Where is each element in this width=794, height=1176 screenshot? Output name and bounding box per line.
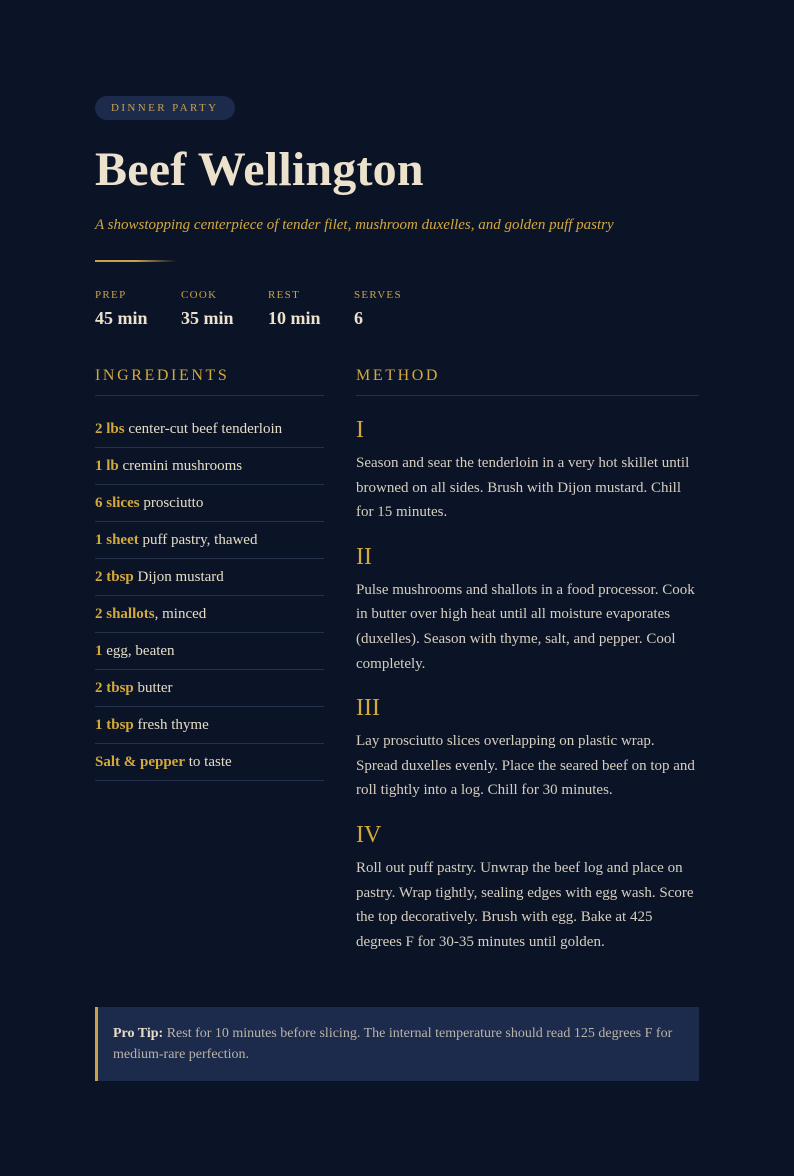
step-text: Lay prosciutto slices overlapping on plastic wrap. Spread duxelles evenly. Place the seared beef on top and roll tightly into a log. Chill for 30 minutes. [356,733,695,799]
stat-label: COOK [181,289,218,301]
step-text: Roll out puff pastry. Unwrap the beef log and place on pastry. Wrap tightly, sealing edges with egg wash. Score the top decoratively. Brush with egg. Bake at 425 degrees F for 30-35 minutes until golden. [356,859,694,950]
stat-value: 6 [354,308,363,328]
stat-value: 10 min [268,308,321,328]
ingredient-name: fresh thyme [133,717,209,733]
category-badge: DINNER PARTY [95,96,235,120]
ingredient-qty: 6 slices [95,495,140,511]
step-text: Season and sear the tenderloin in a very hot skillet until browned on all sides. Brush with Dijon mustard. Chill for 15 minutes. [356,455,690,521]
ingredient-item [95,744,324,781]
ingredient-item [95,522,324,559]
method-step [356,545,699,676]
ingredient-name: cremini mushrooms [118,458,243,474]
step-numeral: III [356,695,380,722]
recipe-subtitle: A showstopping centerpiece of tender filet, mushroom duxelles, and golden puff pastry [95,217,614,233]
ingredients-section [95,366,324,781]
ingredient-name: puff pastry, thawed [138,532,258,548]
ingredient-item [95,559,324,596]
recipe-card [95,96,699,1062]
step-text: Pulse mushrooms and shallots in a food processor. Cook in butter over high heat until all moisture evaporates (duxelles). Season with thyme, salt, and pepper. Cool completely. [356,581,695,672]
method-heading: METHOD [356,366,699,396]
stat-label: REST [268,289,301,301]
ingredient-qty: 1 lb [95,458,119,474]
ingredient-qty: 2 shallots [95,606,155,622]
step-numeral: I [356,417,364,443]
stat-value: 45 min [95,308,148,328]
ingredient-qty: 2 tbsp [95,569,134,585]
stat-label: PREP [95,289,127,301]
ingredient-item [95,707,324,744]
ingredient-qty: 2 lbs [95,421,125,437]
ingredients-heading: INGREDIENTS [95,366,324,396]
stat-serves [354,289,434,329]
ingredient-name: to taste [185,754,232,770]
ingredient-name: , minced [154,606,207,622]
step-numeral: IV [356,821,382,848]
recipe-title: Beef Wellington [95,143,424,196]
stat-cook [181,289,268,329]
ingredients-list [95,410,324,781]
method-steps [356,418,699,954]
ingredient-name: butter [133,680,173,696]
stat-rest [268,289,354,329]
stat-prep [95,289,181,329]
method-step [356,696,699,803]
ingredient-name: egg, beaten [102,643,175,659]
ingredient-qty: 1 [95,643,103,659]
ingredient-name: Dijon mustard [133,569,224,585]
ingredient-item [95,448,324,485]
pro-tip-text: Rest for 10 minutes before slicing. The internal temperature should read 125 degrees F for medium-rare perfection. [113,1026,673,1062]
pro-tip-box [95,1007,699,1081]
ingredient-item [95,670,324,707]
ingredient-qty: 1 sheet [95,532,139,548]
ingredient-qty: 2 tbsp [95,680,134,696]
method-section [356,366,699,974]
ingredient-item [95,410,324,448]
ingredient-name: center-cut beef tenderloin [124,421,283,437]
ingredient-item [95,485,324,522]
stat-value: 35 min [181,308,234,328]
recipe-stats [95,289,699,329]
stat-label: SERVES [354,289,402,301]
ingredient-item [95,596,324,633]
method-step [356,823,699,954]
step-numeral: II [356,543,372,570]
ingredient-qty: 1 tbsp [95,717,134,733]
method-step [356,418,699,525]
ingredient-item [95,633,324,670]
pro-tip-label: Pro Tip: [113,1026,164,1041]
ingredient-name: prosciutto [139,495,204,511]
title-divider [95,260,177,262]
ingredient-qty: Salt & pepper [95,754,185,770]
